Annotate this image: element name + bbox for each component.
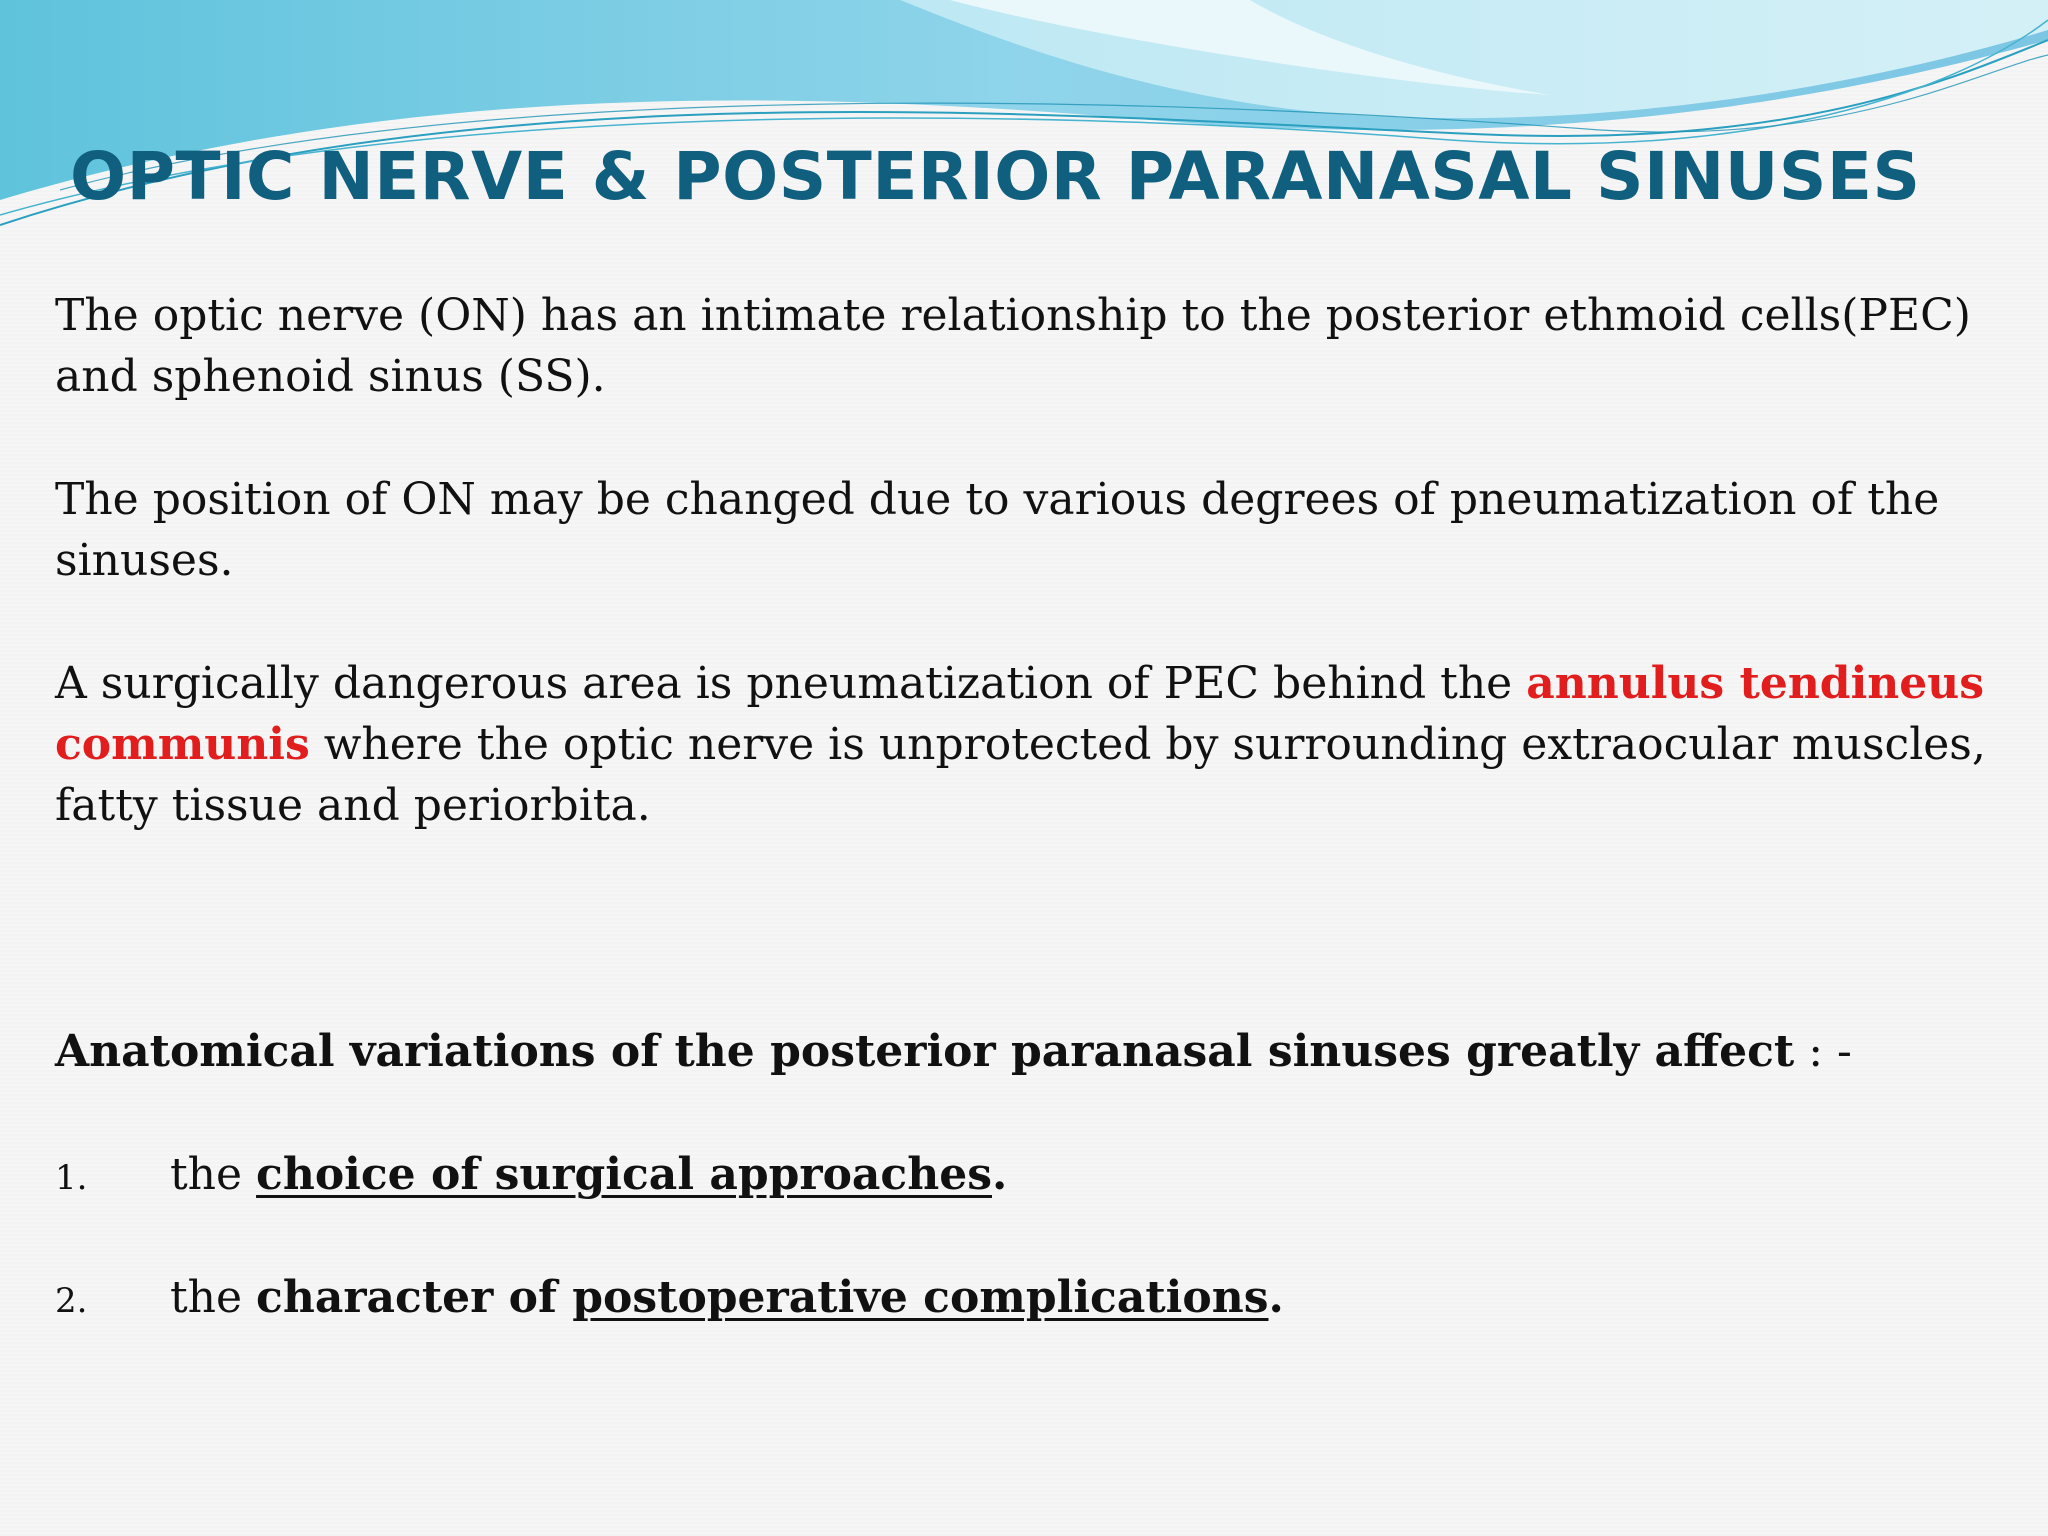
anatomical-variations-heading: Anatomical variations of the posterior paranasal sinuses greatly affect [55, 1026, 1795, 1077]
paragraph-anatomical-variations [55, 1021, 2045, 1082]
paragraph-dangerous-area [55, 653, 2045, 836]
paragraph-dangerous-area-tail: where the optic nerve is unprotected by surrounding extraocular muscles, fatty tissue and periorbita. [55, 719, 1986, 831]
list-suffix: . [991, 1149, 1008, 1200]
slide-title: OPTIC NERVE & POSTERIOR PARANASAL SINUSES [70, 138, 1921, 215]
header-wave-decoration [0, 0, 2048, 260]
highlight-annulus-tendineus: annulus tendineus communis [55, 658, 1985, 770]
list-emphasis: character of [256, 1272, 573, 1323]
paragraph-dangerous-area-lead: A surgically dangerous area is pneumatization of PEC behind the [55, 658, 1527, 709]
list-item-postoperative-complications [55, 1267, 1955, 1332]
paragraph-optic-nerve-relationship: The optic nerve (ON) has an intimate relationship to the posterior ethmoid cells(PEC) and sphenoid sinus (SS). [55, 290, 1971, 402]
list-underlined-term: choice of surgical approaches [256, 1149, 992, 1200]
list-number: 1. [55, 1158, 88, 1198]
paragraph-optic-nerve-position: The position of ON may be changed due to various degrees of pneumatization of the sinuses. [55, 474, 1940, 586]
list-underlined-term: postoperative complications [572, 1272, 1269, 1323]
list-number: 2. [55, 1281, 88, 1321]
list-prefix: the [170, 1272, 257, 1323]
anatomical-variations-tail: : - [1794, 1026, 1852, 1077]
list-prefix: the [170, 1149, 257, 1200]
list-item-surgical-approaches [55, 1144, 1955, 1209]
list-suffix: . [1268, 1272, 1284, 1323]
